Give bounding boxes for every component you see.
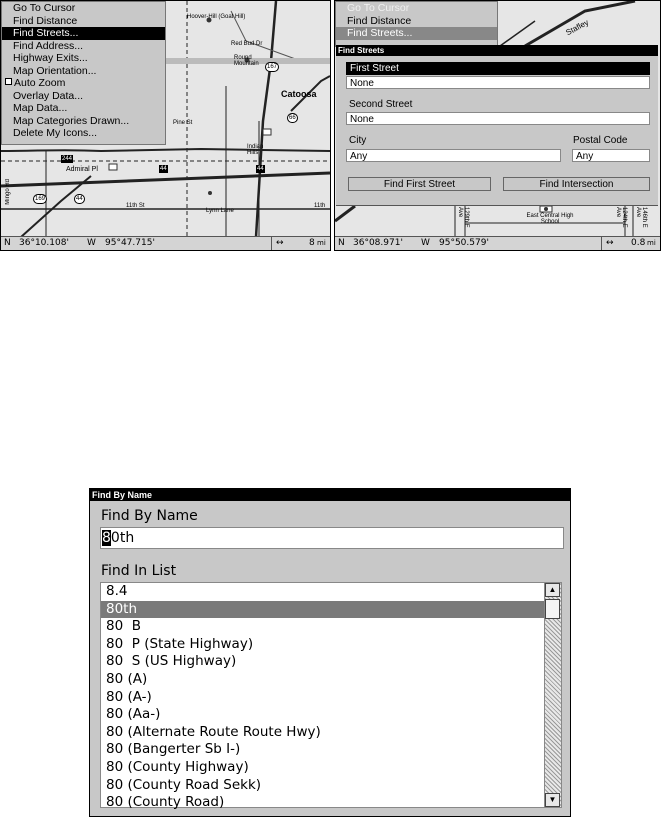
menu-item-find-streets[interactable]: Find Streets... bbox=[336, 27, 497, 40]
menu-item-find-address[interactable]: Find Address... bbox=[13, 39, 84, 52]
input-text: 0th bbox=[110, 530, 135, 546]
list-item[interactable]: 8.4 bbox=[106, 583, 128, 599]
scroll-up-icon[interactable]: ▲ bbox=[545, 583, 560, 597]
route-shield: 244 bbox=[62, 156, 73, 162]
zoom-level: 8 bbox=[309, 238, 315, 248]
find-intersection-button[interactable]: Find Intersection bbox=[503, 177, 650, 191]
lon-hemisphere: W bbox=[421, 238, 430, 248]
map-label: 124th E Ave bbox=[615, 207, 627, 228]
right-status-bar bbox=[335, 236, 660, 250]
latitude-readout: 36°08.971' bbox=[353, 238, 403, 248]
menu-item-map-categories-drawn[interactable]: Map Categories Drawn... bbox=[13, 114, 130, 127]
list-item[interactable]: 80 (County Highway) bbox=[106, 758, 249, 775]
left-map-screen bbox=[0, 0, 331, 251]
map-label: Red Bud Dr bbox=[231, 41, 263, 47]
find-list-items bbox=[101, 583, 545, 812]
right-map-screen bbox=[334, 0, 661, 251]
input-cursor: 8 bbox=[102, 530, 111, 546]
first-street-label[interactable]: First Street bbox=[346, 62, 650, 75]
right-map-road bbox=[335, 206, 355, 221]
map-label: East Central High School bbox=[526, 213, 574, 225]
lat-hemisphere: N bbox=[338, 238, 345, 248]
left-map-marker bbox=[263, 129, 271, 135]
route-shield: 169 bbox=[35, 196, 46, 202]
longitude-readout: 95°47.715' bbox=[105, 238, 155, 248]
map-label: Admiral Pl bbox=[66, 166, 98, 173]
map-label: Hoover-Hill (Goat Hill) bbox=[187, 14, 246, 20]
scroll-down-icon[interactable]: ▼ bbox=[545, 793, 560, 807]
map-label: Stafley bbox=[564, 17, 591, 38]
latitude-readout: 36°10.108' bbox=[19, 238, 69, 248]
menu-item-auto-zoom-label: Auto Zoom bbox=[14, 77, 66, 89]
route-shield: 66 bbox=[289, 115, 296, 121]
map-label: 129th E Ave bbox=[457, 207, 469, 228]
menu-item-go-to-cursor[interactable]: Go To Cursor bbox=[13, 2, 76, 14]
find-first-street-button[interactable]: Find First Street bbox=[348, 177, 491, 191]
map-label: 11th bbox=[314, 203, 326, 209]
menu-item-find-distance[interactable]: Find Distance bbox=[13, 14, 78, 27]
menu-item-delete-my-icons[interactable]: Delete My Icons... bbox=[13, 127, 98, 139]
postal-code-field[interactable]: Any bbox=[572, 149, 650, 162]
find-by-name-input[interactable] bbox=[100, 527, 564, 549]
find-streets-dialog bbox=[336, 45, 658, 206]
scroll-thumb[interactable] bbox=[545, 599, 560, 619]
find-by-name-title: Find By Name bbox=[90, 489, 570, 501]
find-in-list[interactable] bbox=[100, 582, 562, 811]
second-street-field[interactable]: None bbox=[346, 112, 650, 125]
lat-hemisphere: N bbox=[4, 238, 11, 248]
second-street-label: Second Street bbox=[349, 99, 413, 110]
zoom-level: 0.8 bbox=[631, 238, 646, 248]
route-shield: 44 bbox=[257, 166, 264, 172]
menu-item-find-distance[interactable]: Find Distance bbox=[347, 14, 412, 27]
list-item[interactable]: 80 (Aa-) bbox=[106, 706, 161, 723]
menu-item-overlay-data[interactable]: Overlay Data... bbox=[13, 89, 84, 102]
find-streets-title: Find Streets bbox=[336, 45, 658, 56]
list-scrollbar[interactable] bbox=[544, 583, 561, 807]
list-item[interactable]: 80 (County Road) bbox=[106, 794, 225, 811]
menu-item-find-streets[interactable]: Find Streets... bbox=[2, 27, 165, 40]
menu-item-auto-zoom[interactable] bbox=[2, 77, 165, 90]
map-label: Lynn Lane bbox=[206, 208, 234, 214]
city-field[interactable]: Any bbox=[346, 149, 561, 162]
left-map-poi bbox=[208, 191, 212, 195]
auto-zoom-checkbox[interactable] bbox=[5, 78, 12, 85]
left-map-marker bbox=[109, 164, 117, 170]
postal-code-label: Postal Code bbox=[573, 135, 628, 146]
find-by-name-window bbox=[89, 488, 571, 817]
lon-hemisphere: W bbox=[87, 238, 96, 248]
menu-item-highway-exits[interactable]: Highway Exits... bbox=[13, 52, 88, 64]
list-item[interactable]: 80 S (US Highway) bbox=[106, 653, 237, 670]
route-shield: 167 bbox=[267, 64, 278, 70]
map-context-menu bbox=[1, 1, 166, 145]
map-context-menu bbox=[335, 1, 498, 47]
zoom-arrows-icon: ↔ bbox=[271, 237, 284, 250]
map-label: Mingo Rd bbox=[5, 179, 11, 205]
list-item[interactable]: 80 (A) bbox=[106, 670, 148, 687]
list-item[interactable]: 80th bbox=[101, 601, 545, 619]
route-shield: 44 bbox=[76, 196, 83, 202]
menu-item-map-orientation[interactable]: Map Orientation... bbox=[13, 64, 97, 77]
map-label: Catoosa bbox=[281, 89, 317, 99]
list-item[interactable]: 80 (Alternate Route Route Hwy) bbox=[106, 723, 321, 740]
list-item[interactable]: 80 (A-) bbox=[106, 688, 152, 705]
right-map-poi bbox=[544, 207, 548, 211]
menu-item-go-to-cursor[interactable]: Go To Cursor bbox=[347, 2, 410, 14]
list-item[interactable]: 80 (County Road Sekk) bbox=[106, 776, 262, 793]
zoom-unit: mi bbox=[647, 239, 656, 247]
longitude-readout: 95°50.579' bbox=[439, 238, 489, 248]
map-label: Round Mountain bbox=[234, 55, 259, 67]
menu-item-map-data[interactable]: Map Data... bbox=[13, 102, 68, 114]
first-street-field[interactable]: None bbox=[346, 76, 650, 89]
map-label: Pine St bbox=[173, 120, 193, 126]
map-label: Indian Hills bbox=[247, 144, 264, 156]
find-in-list-heading: Find In List bbox=[101, 563, 177, 579]
left-map-road bbox=[1, 149, 330, 151]
map-label: 146th E Ave bbox=[635, 207, 647, 228]
left-status-bar bbox=[1, 236, 330, 250]
map-label: 11th St bbox=[126, 203, 145, 209]
find-by-name-heading: Find By Name bbox=[101, 508, 198, 524]
list-item[interactable]: 80 (Bangerter Sb I-) bbox=[106, 741, 241, 758]
left-map-highway bbox=[1, 173, 330, 186]
zoom-arrows-icon: ↔ bbox=[601, 237, 614, 250]
route-shield: 44 bbox=[160, 166, 167, 172]
list-item[interactable]: 80 B bbox=[106, 618, 142, 635]
list-item[interactable]: 80 P (State Highway) bbox=[106, 635, 254, 652]
city-label: City bbox=[349, 135, 367, 146]
zoom-unit: mi bbox=[317, 239, 326, 247]
